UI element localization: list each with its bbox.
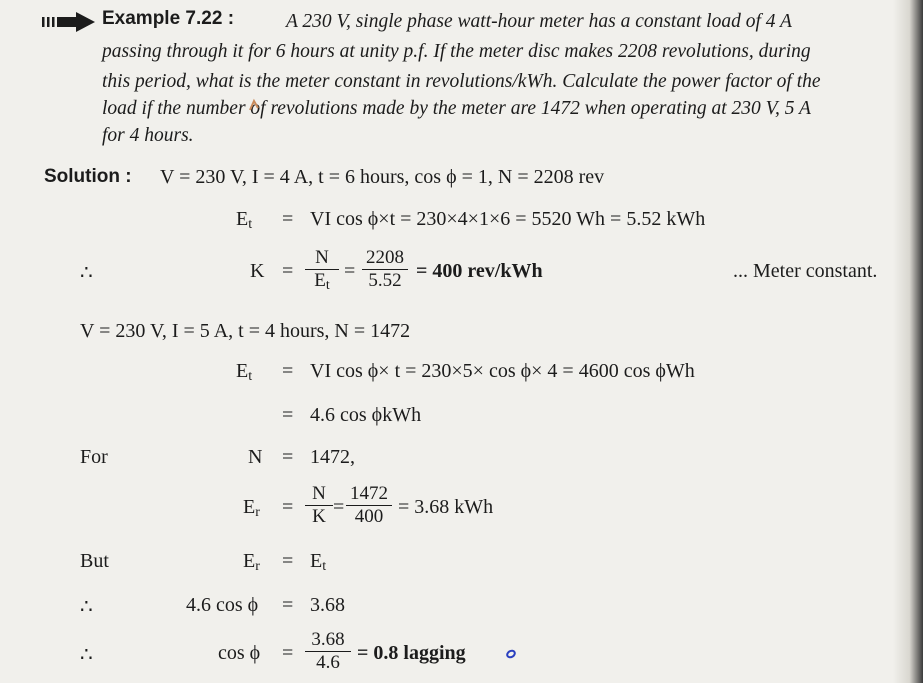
fraction-2208-over-5.52: $\frac{2208}{5.52}$ xyxy=(362,247,408,292)
equals-sign: = xyxy=(282,208,294,230)
fraction-1472-over-400: $\frac{1472}{400}$ xyxy=(346,483,392,528)
arrow-icon xyxy=(40,11,96,33)
energy-recorded-symbol-2: Er xyxy=(243,550,260,574)
equals-sign: = xyxy=(344,260,356,282)
problem-line-2: passing through it for 6 hours at unity p.f. If the meter disc makes 2208 revolutions, during xyxy=(102,41,811,62)
fraction-n-over-et: $\frac{N}{Et}$ xyxy=(305,247,339,294)
revolutions-symbol: N xyxy=(248,446,263,468)
problem-line-5: for 4 hours. xyxy=(102,125,194,146)
but-label: But xyxy=(80,550,109,572)
given-values-1: V = 230 V, I = 4 A, t = 6 hours, cos ϕ = 1, N = 2208 rev xyxy=(160,166,605,188)
equals-sign: = xyxy=(282,496,294,518)
energy-recorded-symbol: Er xyxy=(243,496,260,520)
energy-total-symbol: Et xyxy=(310,550,327,574)
equals-sign: = xyxy=(282,446,294,468)
example-label: Example 7.22 : xyxy=(102,8,235,29)
energy-equation-1: VI cos ϕ×t = 230×4×1×6 = 5520 Wh = 5.52 kWh xyxy=(310,208,706,230)
energy-equation-2: VI cos ϕ× t = 230×5× cos ϕ× 4 = 4600 cos ϕWh xyxy=(310,360,695,382)
fraction-3.68-over-4.6: $\frac{3.68}{4.6}$ xyxy=(305,629,351,674)
problem-line-3: this period, what is the meter constant in revolutions/kWh. Calculate the power factor of the xyxy=(102,71,821,92)
equals-sign: = xyxy=(282,404,294,426)
problem-line-1: A 230 V, single phase watt-hour meter has a constant load of 4 A xyxy=(286,11,792,32)
energy-recorded-result: = 3.68 kWh xyxy=(398,496,494,518)
equals-sign: = xyxy=(282,360,294,382)
fraction-n-over-k: $\frac{N}{K}$ xyxy=(305,483,333,528)
page-edge-shadow xyxy=(893,0,923,683)
meter-constant-note: ... Meter constant. xyxy=(733,260,878,282)
pen-mark-icon xyxy=(504,648,518,660)
equals-sign: = xyxy=(282,260,294,282)
equals-sign: = xyxy=(282,594,294,616)
equals-sign: = xyxy=(333,496,345,518)
energy-equation-3: 4.6 cos ϕkWh xyxy=(310,404,422,426)
problem-line-4: load if the number of revolutions made by the meter are 1472 when operating at 230 V, 5 A xyxy=(102,98,811,119)
energy-symbol-2: Et xyxy=(236,360,253,384)
therefore-symbol: ∴ xyxy=(80,644,93,666)
solution-label: Solution : xyxy=(44,166,132,187)
power-factor-symbol: cos ϕ xyxy=(218,642,261,664)
revolutions-value: 1472, xyxy=(310,446,355,468)
energy-symbol-1: Et xyxy=(236,208,253,232)
cos-equation-rhs: 3.68 xyxy=(310,594,345,616)
pen-smudge-icon xyxy=(248,98,260,112)
therefore-symbol: ∴ xyxy=(80,596,93,618)
meter-constant-result: = 400 rev/kWh xyxy=(416,260,543,282)
given-values-2: V = 230 V, I = 5 A, t = 4 hours, N = 1472 xyxy=(80,320,411,342)
for-label: For xyxy=(80,446,108,468)
power-factor-result: = 0.8 lagging xyxy=(357,642,466,664)
equals-sign: = xyxy=(282,550,294,572)
cos-equation-lhs: 4.6 cos ϕ xyxy=(186,594,259,616)
therefore-symbol: ∴ xyxy=(80,262,93,284)
meter-constant-symbol: K xyxy=(250,260,265,282)
equals-sign: = xyxy=(282,642,294,664)
